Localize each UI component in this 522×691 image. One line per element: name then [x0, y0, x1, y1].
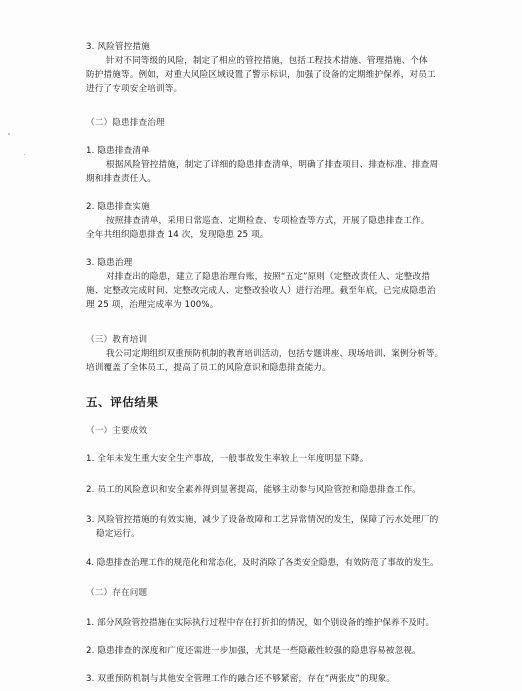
list-item: 2. 员工的风险意识和安全素养得到显著提高，能够主动参与风险管控和隐患排查工作。 [86, 485, 421, 495]
paragraph-line: 我公司定期组织双重预防机制的教育培训活动，包括专题讲座、现场培训、案例分析等。 [106, 349, 444, 359]
section-existing-problems: （二）存在问题 [86, 588, 148, 598]
scan-speck [24, 154, 25, 155]
paragraph-line: 防护措施等。例如，对重大风险区域设置了警示标识，加强了设备的定期维护保养，对员工 [86, 70, 436, 80]
subheading-hazard-treatment: 3. 隐患治理 [86, 258, 133, 268]
subheading-risk-control-measures: 3. 风险管控措施 [86, 42, 150, 52]
subheading-hazard-implementation: 2. 隐患排查实施 [86, 202, 150, 212]
paragraph-line: 培训覆盖了全体员工，提高了员工的风险意识和隐患排查能力。 [86, 363, 331, 373]
paragraph-line: 进行了专项安全培训等。 [86, 84, 183, 94]
heading-evaluation-results: 五、评估结果 [86, 395, 159, 409]
subheading-hazard-checklist: 1. 隐患排查清单 [86, 146, 150, 156]
paragraph-line: 全年共组织隐患排查 14 次，发现隐患 25 项。 [86, 230, 269, 240]
paragraph-line: 根据风险管控措施，制定了详细的隐患排查清单，明确了排查项目、排查标准、排查周 [106, 160, 439, 170]
paragraph-line: 施、定整改完成时间、定整改完成人、定整改验收人）进行治理。截至年底，已完成隐患治 [86, 286, 436, 296]
list-item: 3. 双重预防机制与其他安全管理工作的融合还不够紧密，存在“两张皮”的现象。 [86, 674, 396, 684]
list-item: 1. 全年未发生重大安全生产事故，一般事故发生率较上一年度明显下降。 [86, 454, 369, 464]
scan-speck [8, 133, 10, 135]
section-main-achievements: （一）主要成效 [86, 426, 148, 436]
paragraph-line: 理 25 项，治理完成率为 100%。 [86, 300, 219, 310]
list-item: 1. 部分风险管控措施在实际执行过程中存在打折扣的情况，如个别设备的维护保养不及时。 [86, 618, 435, 628]
list-item: 2. 隐患排查的深度和广度还需进一步加强，尤其是一些隐蔽性较强的隐患容易被忽视。 [86, 646, 421, 656]
list-item-continuation: 稳定运行。 [96, 529, 140, 539]
paragraph-line: 按照排查清单，采用日常巡查、定期检查、专项检查等方式，开展了隐患排查工作。 [106, 216, 430, 226]
list-item: 4. 隐患排查治理工作的规范化和常态化，及时消除了各类安全隐患，有效防范了事故的发生。 [86, 558, 439, 568]
paragraph-line: 针对不同等级的风险，制定了相应的管控措施，包括工程技术措施、管理措施、个体 [106, 56, 428, 66]
section-hazard-investigation: （二）隐患排查治理 [86, 118, 165, 128]
paragraph-line: 对排查出的隐患，建立了隐患治理台账，按照“五定”原则（定整改责任人、定整改措 [106, 272, 430, 282]
list-item: 3. 风险管控措施的有效实施，减少了设备故障和工艺异常情况的发生，保障了污水处理厂的 [86, 515, 439, 525]
section-education-training: （三）教育培训 [86, 335, 148, 345]
paragraph-line: 期和排查责任人。 [86, 174, 156, 184]
